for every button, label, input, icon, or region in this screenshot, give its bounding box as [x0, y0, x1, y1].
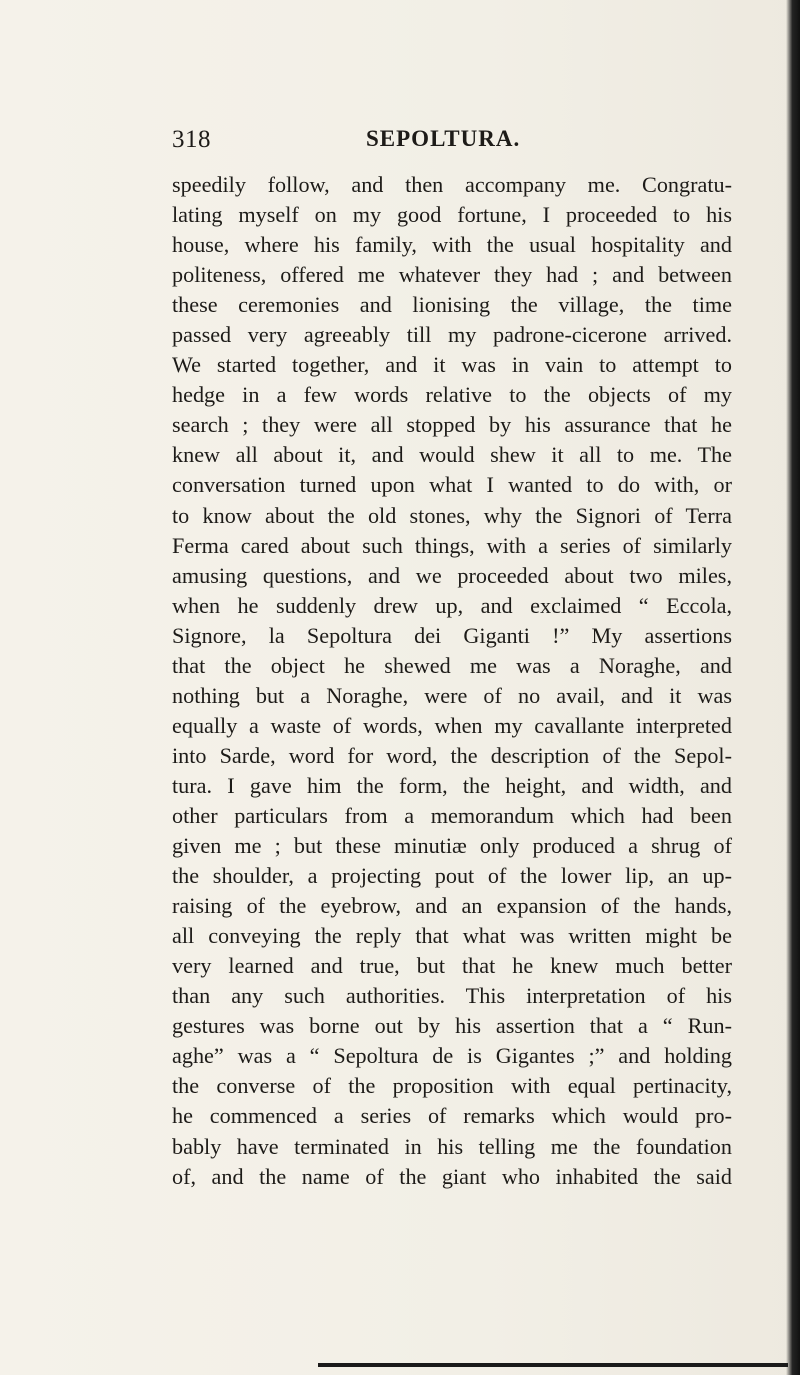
- text-line: tura. I gave him the form, the height, and width, and: [172, 772, 732, 798]
- text-line: bably have terminated in his telling me the foundation: [172, 1133, 732, 1159]
- text-line: equally a waste of words, when my cavallante interpreted: [172, 712, 732, 738]
- text-line: politeness, offered me whatever they had ; and between: [172, 262, 732, 288]
- text-line: into Sarde, word for word, the description of the Sepol-: [172, 742, 732, 768]
- text-line: speedily follow, and then accompany me. Congratu-: [172, 172, 732, 197]
- text-line: all conveying the reply that what was written might be: [172, 923, 732, 949]
- text-line: than any such authorities. This interpretation of his: [172, 983, 732, 1009]
- text-line: knew all about it, and would shew it all to me. The: [172, 442, 732, 468]
- text-line: these ceremonies and lionising the village, the time: [172, 292, 732, 318]
- text-line: hedge in a few words relative to the objects of my: [172, 382, 732, 408]
- page-bottom-edge: [318, 1363, 788, 1367]
- text-line: that the object he shewed me was a Noraghe, and: [172, 652, 732, 678]
- text-line: very learned and true, but that he knew much better: [172, 953, 732, 979]
- page-binding-edge: [786, 0, 800, 1375]
- text-line: conversation turned upon what I wanted to do with, or: [172, 472, 732, 498]
- text-line: We started together, and it was in vain to attempt to: [172, 352, 732, 378]
- text-line: house, where his family, with the usual hospitality and: [172, 232, 732, 258]
- text-line: lating myself on my good fortune, I proceeded to his: [172, 202, 732, 228]
- text-line: Signore, la Sepoltura dei Giganti !” My assertions: [172, 622, 732, 648]
- text-line: nothing but a Noraghe, were of no avail, and it was: [172, 682, 732, 708]
- text-line: he commenced a series of remarks which would pro-: [172, 1103, 732, 1129]
- text-line: Ferma cared about such things, with a series of similarly: [172, 532, 732, 558]
- text-line: when he suddenly drew up, and exclaimed “ Eccola,: [172, 592, 732, 618]
- text-line: amusing questions, and we proceeded about two miles,: [172, 562, 732, 588]
- text-line: raising of the eyebrow, and an expansion of the hands,: [172, 893, 732, 919]
- text-line: of, and the name of the giant who inhabited the said: [172, 1163, 732, 1189]
- body-text: [172, 170, 732, 1192]
- text-line: passed very agreeably till my padrone-cicerone arrived.: [172, 322, 732, 348]
- text-line: other particulars from a memorandum which had been: [172, 802, 732, 828]
- running-head: SEPOLTURA.: [366, 126, 521, 151]
- text-line: aghe” was a “ Sepoltura de is Gigantes ;” and holding: [172, 1043, 732, 1069]
- page-header: [0, 118, 800, 158]
- text-line: given me ; but these minutiæ only produced a shrug of: [172, 833, 732, 859]
- page-number: 318: [172, 126, 211, 153]
- text-line: gestures was borne out by his assertion that a “ Run-: [172, 1013, 732, 1039]
- text-line: to know about the old stones, why the Signori of Terra: [172, 502, 732, 528]
- text-line: the converse of the proposition with equal pertinacity,: [172, 1073, 732, 1099]
- text-line: the shoulder, a projecting pout of the lower lip, an up-: [172, 863, 732, 889]
- text-line: search ; they were all stopped by his assurance that he: [172, 412, 732, 438]
